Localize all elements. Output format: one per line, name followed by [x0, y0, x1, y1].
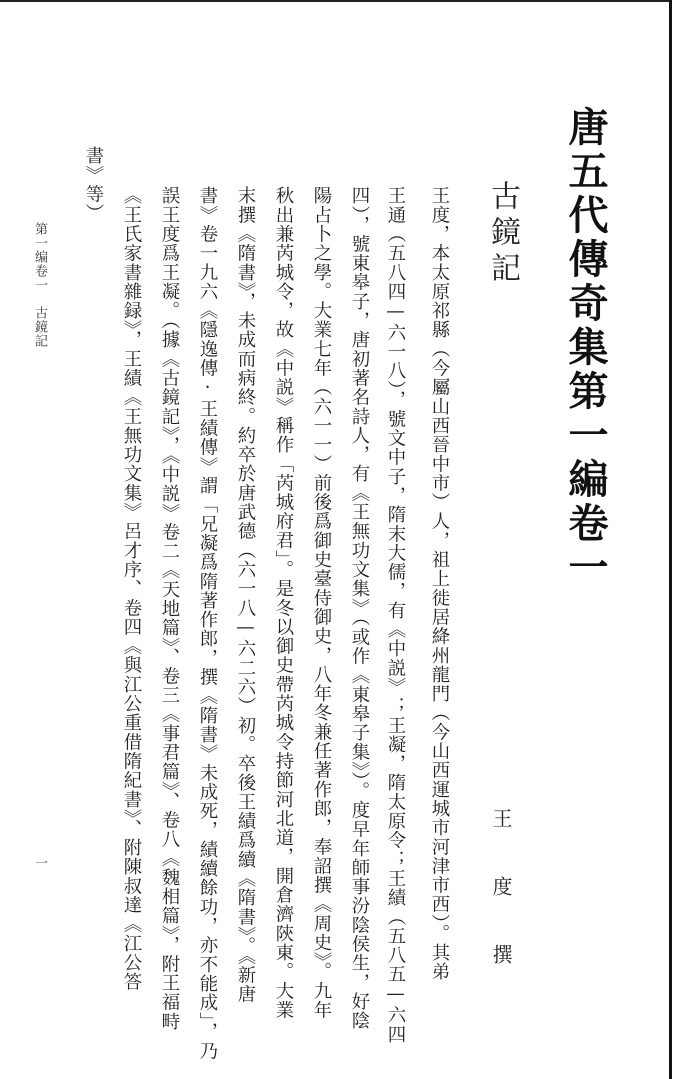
- body-line-9: 《王氏家書雜録》，王績《王無功文集》呂才序、卷四《與江公重借隋紀書》、附陳叔達《江公答: [121, 186, 142, 992]
- body-line-7: 書》卷一九六《隱逸傳·王績傳》謂「兄凝爲隋著作郎，撰《隋書》未成死，績續餘功，亦不能成」，乃: [197, 186, 218, 1061]
- body-line-10: 書》等）: [83, 146, 104, 223]
- body-line-8: 誤王度爲王凝。（據《古鏡記》，《中説》卷二《天地篇》、卷三《事君篇》、卷八《魏相篇》，附王福畤: [159, 186, 180, 1031]
- body-line-4: 陽占卜之學。大業七年（六一一）前後爲御史臺侍御史，八年冬兼任著作郎，奉詔撰《周史》。九年: [311, 186, 332, 1020]
- body-line-3: 四），號東皋子，唐初著名詩人，有《王無功文集》（或作《東皋子集》）。度早年師事汾陰侯生，好陰: [349, 186, 370, 1031]
- page-right-edge: [669, 0, 672, 1079]
- body-line-5: 秋出兼芮城令，故《中説》稱作「芮城府君」。是冬以御史帶芮城令持節河北道，開倉濟陝東。大業: [273, 186, 294, 1020]
- margin-running-head: 第一编卷一 古鏡記: [32, 222, 47, 348]
- page-top-rule: [0, 0, 672, 2]
- author-byline: 王 度 撰: [489, 808, 513, 978]
- page-number: 一: [32, 856, 47, 869]
- body-line-2: 王通（五八四—六一八），號文中子，隋末大儒，有《中説》；王凝，隋太原令；王績（五八五—六四: [385, 186, 406, 1044]
- body-line-6: 末撰《隋書》，未成而病終。約卒於唐武德（六一八—六二六）初。卒後王績爲續《隋書》。《新唐: [235, 186, 256, 1004]
- collection-title: 唐五代傳奇集第一編卷一: [562, 106, 609, 590]
- work-title: 古鏡記: [485, 180, 520, 288]
- body-line-1: 王度，本太原祁縣（今屬山西晉中市）人，祖上徙居絳州龍門（今山西運城市河津市西）。其弟: [429, 186, 450, 982]
